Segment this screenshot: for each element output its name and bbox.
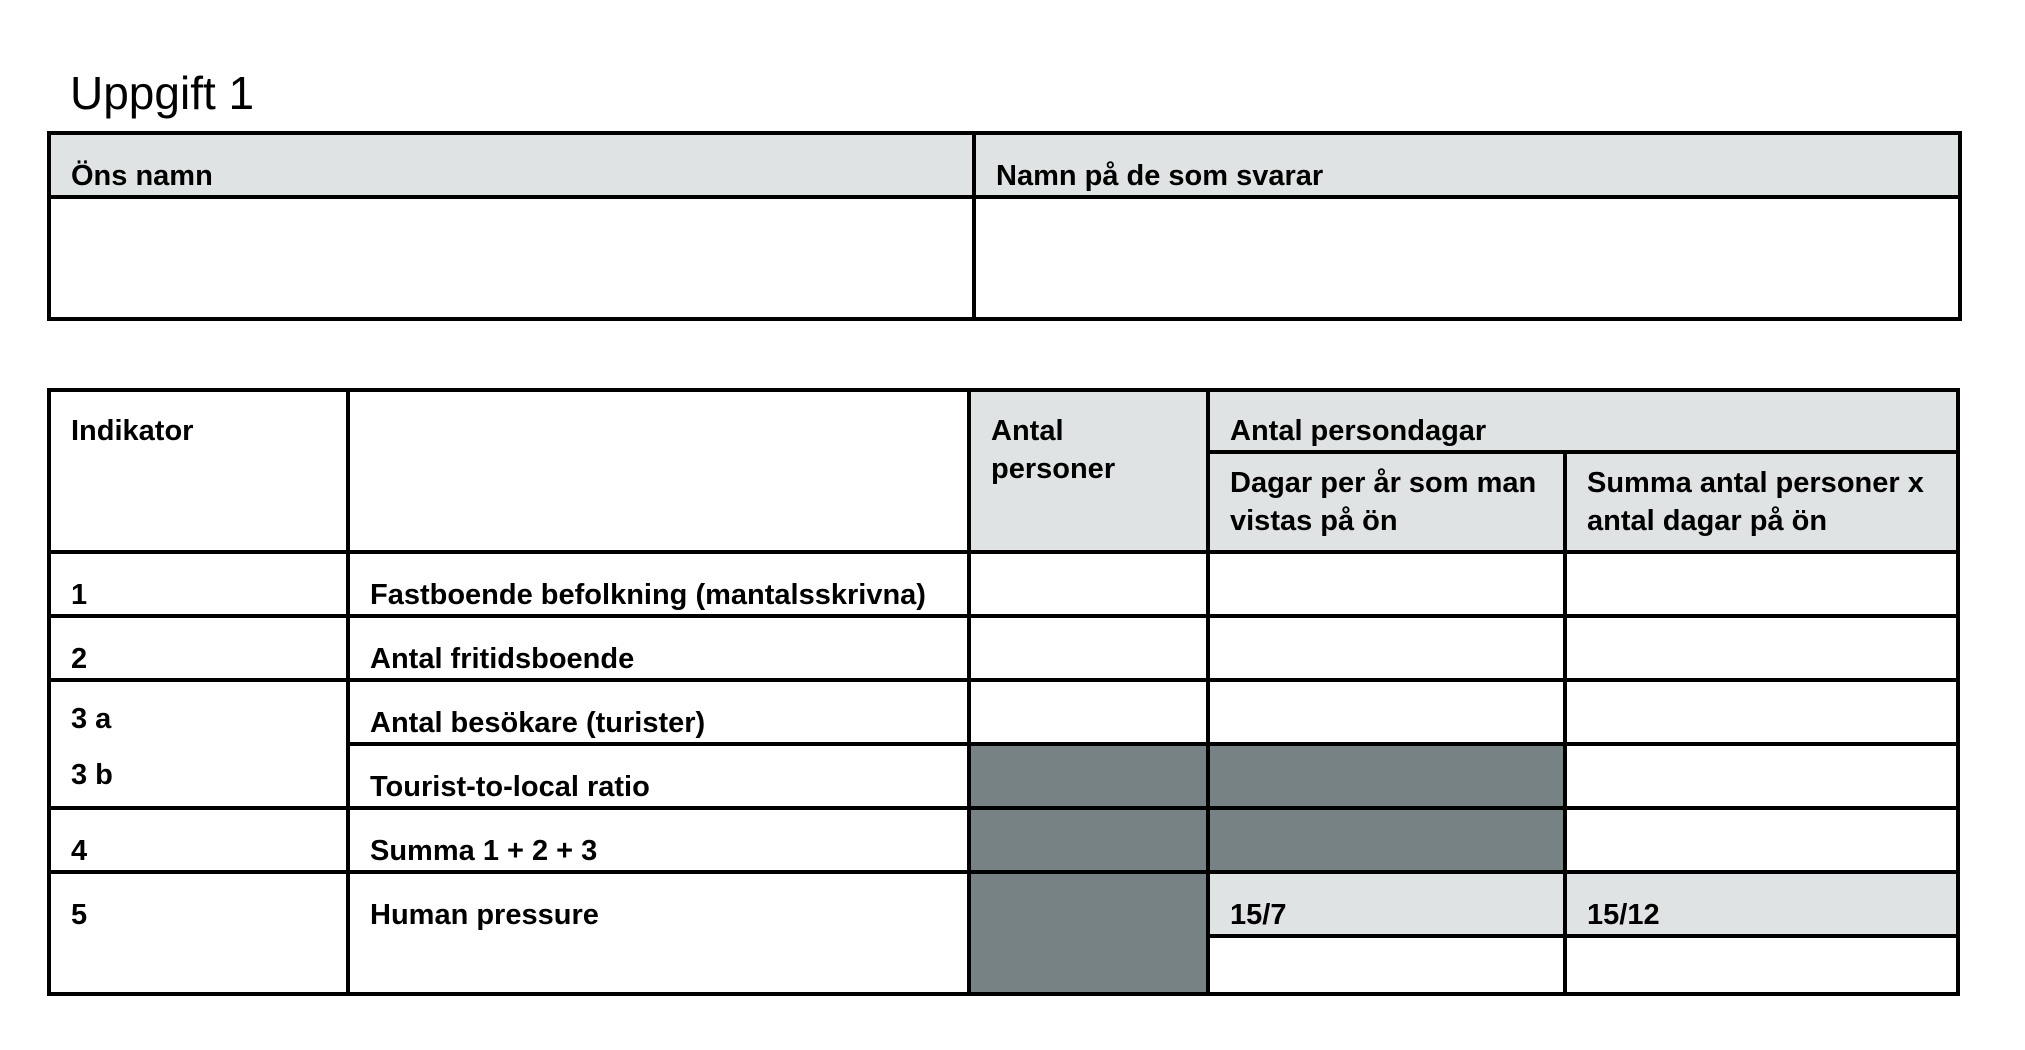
island-name-header: Öns namn [49, 133, 974, 197]
shaded-cell [969, 744, 1208, 808]
row-number: 1 [49, 552, 348, 616]
island-name-field[interactable] [49, 197, 974, 319]
table-row [49, 552, 1958, 616]
row-number: 3 b [71, 759, 113, 791]
summa-header: Summa antal personer x antal dagar på ön [1565, 452, 1958, 552]
row-label: Antal fritidsboende [348, 616, 969, 680]
respondent-names-header: Namn på de som svarar [974, 133, 1960, 197]
dagar-cell[interactable] [1208, 680, 1565, 744]
antal-persondagar-header: Antal persondagar [1208, 390, 1958, 452]
antal-personer-cell[interactable] [969, 616, 1208, 680]
row-label: Human pressure [348, 872, 969, 994]
dagar-cell[interactable] [1208, 552, 1565, 616]
row-label: Summa 1 + 2 + 3 [348, 808, 969, 872]
table-row [49, 616, 1958, 680]
dagar-cell[interactable] [1208, 616, 1565, 680]
row-number: 3 a [71, 703, 112, 735]
indikator-header: Indikator [49, 390, 348, 552]
row-label: Tourist-to-local ratio [348, 744, 969, 808]
row-number: 5 [49, 872, 348, 994]
row-number: 4 [49, 808, 348, 872]
summa-cell[interactable] [1565, 616, 1958, 680]
table-row [49, 872, 1958, 936]
shaded-cell [1208, 808, 1565, 872]
row-label: Antal besökare (turister) [348, 680, 969, 744]
shaded-cell [969, 872, 1208, 994]
summa-cell[interactable] [1565, 808, 1958, 872]
respondent-names-field[interactable] [974, 197, 1960, 319]
page-title: Uppgift 1 [70, 67, 255, 119]
shaded-cell [1208, 744, 1565, 808]
human-pressure-july-cell[interactable] [1208, 936, 1565, 994]
dagar-per-ar-header: Dagar per år som man vistas på ön [1208, 452, 1565, 552]
summa-cell[interactable] [1565, 744, 1958, 808]
antal-personer-header: Antal personer [969, 390, 1208, 552]
table-row [49, 808, 1958, 872]
summa-cell[interactable] [1565, 552, 1958, 616]
summa-cell[interactable] [1565, 680, 1958, 744]
indicator-table [47, 388, 1960, 996]
row-label: Fastboende befolkning (mantalsskrivna) [348, 552, 969, 616]
island-info-table [47, 131, 1962, 321]
row-number-group [49, 680, 348, 808]
date-header-july: 15/7 [1208, 872, 1565, 936]
row-number: 2 [49, 616, 348, 680]
shaded-cell [969, 808, 1208, 872]
human-pressure-december-cell[interactable] [1565, 936, 1958, 994]
antal-personer-cell[interactable] [969, 680, 1208, 744]
date-header-december: 15/12 [1565, 872, 1958, 936]
antal-personer-cell[interactable] [969, 552, 1208, 616]
description-header [348, 390, 969, 552]
table-row [49, 680, 1958, 744]
